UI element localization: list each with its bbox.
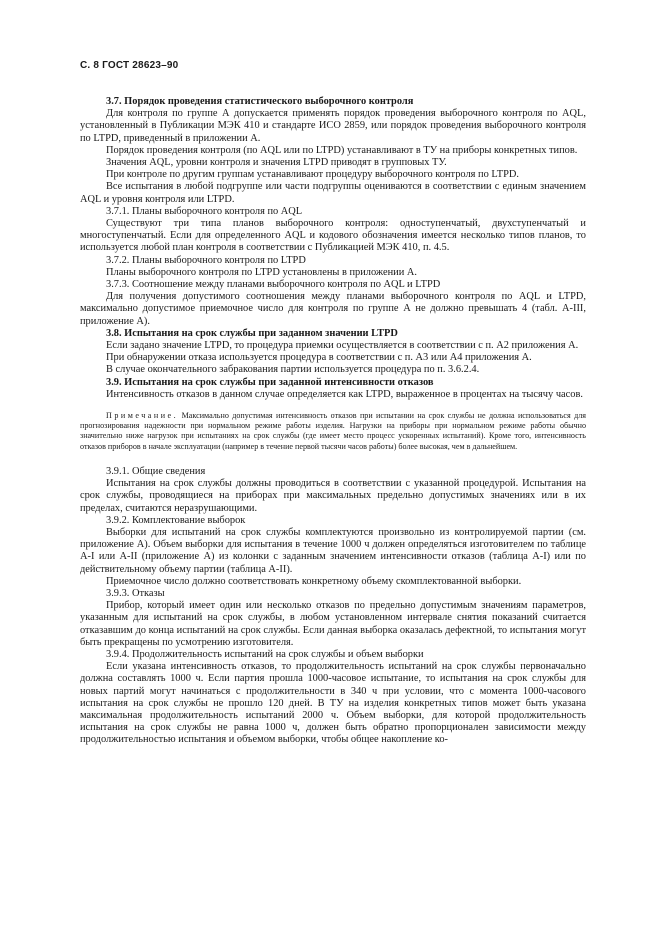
note-block [80, 411, 586, 452]
paragraph: Для контроля по группе А допускается применять порядок проведения выборочного контроля по AQL, установленный в Публикации МЭК 410 и стандарте ИСО 2859, или порядок проведения выборочного контроля по LTPD, приведенный в приложении А. [80, 108, 586, 144]
subsection-title-3-9-3: 3.9.3. Отказы [106, 587, 165, 599]
paragraph: При контроле по другим группам устанавливают процедуру выборочного контроля по LTPD. [106, 169, 519, 181]
subsection-title-3-9-1: 3.9.1. Общие сведения [106, 465, 206, 477]
subsection-title-3-7-1: 3.7.1. Планы выборочного контроля по AQL [106, 205, 303, 217]
paragraph: Существуют три типа планов выборочного контроля: одноступенчатый, двухступенчатый и многоступенчатый. Если для определенного AQL и кодового обозначения имеется несколько типов планов, то используется любой план контроля в соответствии с Публикацией МЭК 410, п. 4.5. [80, 218, 586, 254]
section-heading-3-8: 3.8. Испытания на срок службы при заданном значении LTPD [106, 327, 398, 339]
paragraph: В случае окончательного забракования партии используется процедура по п. 3.6.2.4. [106, 364, 480, 376]
note-text: Максимально допустимая интенсивность отказов при испытании на срок службы не должна использоваться для прогнозирования надежности при нормальном режиме работы изделия. Нагрузки на приборы при нормальном режиме работы обычно значительно ниже нагрузок при испытаниях на срок службы (где имеет место процесс ускоренных испытаний). Кроме того, интенсивность отказов приборов в начале эксплуатации (например в течение первой тысячи часов работы) более высокая, чем в дальнейшем. [80, 411, 586, 451]
paragraph: Если задано значение LTPD, то процедура приемки осуществляется в соответствии с п. А2 приложения А. [106, 340, 579, 352]
subsection-title-3-9-2: 3.9.2. Комплектование выборок [106, 514, 246, 526]
paragraph: Порядок проведения контроля (по AQL или по LTPD) устанавливают в ТУ на приборы конкретных типов. [106, 144, 578, 156]
paragraph: Если указана интенсивность отказов, то продолжительность испытаний на срок службы первоначально должна составлять 1000 ч. Если партия прошла 1000-часовое испытание, то испытания на срок службы для новых партий могут начинаться с продолжительности в 340 ч при условии, что с момента 1000-часового испытания на срок службы не прошло 120 дней. В ТУ на изделия конкретных типов может быть указана максимальная продолжительность испытаний 2000 ч. Объем выборки, для которой продолжительность испытания на срок службы не равна 1000 ч, должен быть обратно пропорционален зависимости между продолжительностью испытания и объемом выборки, чтобы общее накопление ко- [80, 661, 586, 746]
subsection-title-3-9-4: 3.9.4. Продолжительность испытаний на срок службы и объем выборки [106, 648, 424, 660]
paragraph: Приемочное число должно соответствовать конкретному объему скомплектованной выборки. [106, 575, 522, 587]
paragraph: Все испытания в любой подгруппе или части подгруппы оцениваются в соответствии с единым значением AQL и уровня контроля или LTPD. [80, 181, 586, 205]
paragraph: Планы выборочного контроля по LTPD установлены в приложении А. [106, 266, 417, 278]
subsection-title-3-7-3: 3.7.3. Соотношение между планами выборочного контроля по AQL и LTPD [106, 279, 441, 291]
page-header: С. 8 ГОСТ 28623–90 [80, 60, 179, 71]
subsection-title-3-7-2: 3.7.2. Планы выборочного контроля по LTPD [106, 254, 306, 266]
note-label: Примечание. [106, 411, 179, 421]
paragraph: Испытания на срок службы должны проводиться в соответствии с указанной процедурой. Испытания на срок службы, проводящиеся на приборах при максимальных предельно допустимых значениях или в их пределах, считаются неразрушающими. [80, 478, 586, 514]
paragraph: Интенсивность отказов в данном случае определяется как LTPD, выраженное в процентах на тысячу часов. [106, 388, 583, 400]
paragraph: Значения AQL, уровни контроля и значения LTPD приводят в групповых ТУ. [106, 157, 447, 169]
paragraph: Прибор, который имеет один или несколько отказов по предельно допустимым значениям параметров, указанным для испытаний на срок службы, в любом установленном интервале снятия показаний считается отказавшим до конца испытаний на срок службы. Если данная выборка оказалась дефектной, то испытания могут быть прекращены по усмотрению изготовителя. [80, 600, 586, 648]
section-heading-3-7: 3.7. Порядок проведения статистического выборочного контроля [106, 96, 414, 107]
paragraph: При обнаружении отказа используется процедура в соответствии с п. А3 или А4 приложения А. [106, 352, 532, 364]
document-body [80, 96, 586, 747]
section-heading-3-9: 3.9. Испытания на срок службы при заданной интенсивности отказов [106, 376, 434, 388]
paragraph: Выборки для испытаний на срок службы комплектуются произвольно из контролируемой партии (см. приложение А). Объем выборки для испытания в течение 1000 ч должен определяться изготовителем по таблице А-I или А-II (приложение А) из колонки с заданным значением интенсивности отказов (таблица А-I) или по действительному объему партии (таблица А-II). [80, 526, 586, 575]
paragraph: Для получения допустимого соотношения между планами выборочного контроля по AQL и LTPD, максимально допустимое приемочное число для контроля по группе А не должно превышать 4 (табл. А-III, приложение А). [80, 291, 586, 327]
